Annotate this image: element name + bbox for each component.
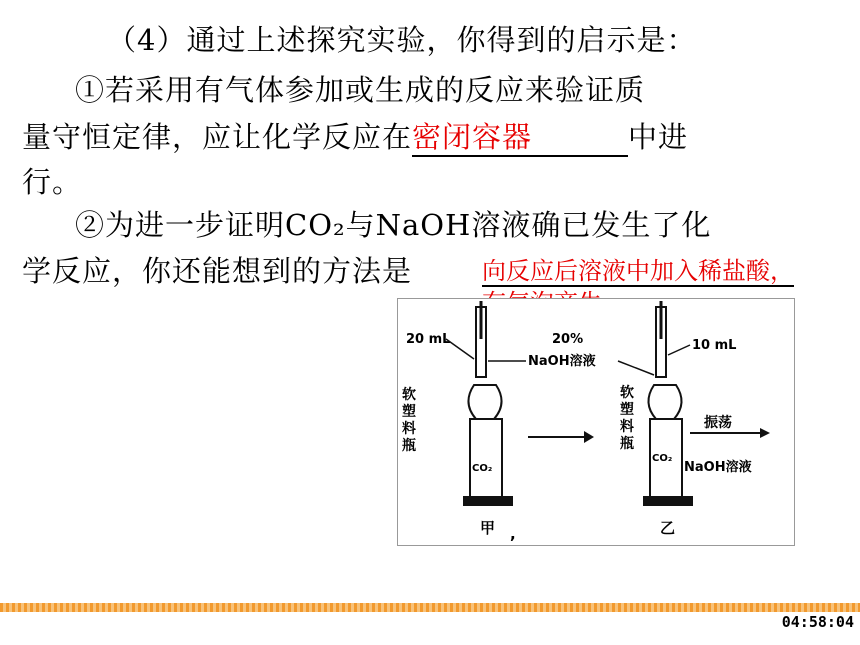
base-right xyxy=(644,497,692,505)
concentration-label: 20% xyxy=(552,332,584,347)
point-1-text: 量守恒定律，应让化学反应在 xyxy=(22,120,413,154)
co2-left: CO₂ xyxy=(472,463,493,474)
caption-jia: 甲 xyxy=(480,519,496,537)
naoh-solution-label: NaOH溶液 xyxy=(684,460,752,475)
apparatus-jia xyxy=(464,301,512,505)
co2-right: CO₂ xyxy=(652,453,673,464)
point-2-line-1: ②为进一步证明CO₂与NaOH溶液确已发生了化 xyxy=(75,208,712,242)
answer-blank-1 xyxy=(412,119,628,157)
answer-1: 密闭容器 xyxy=(412,120,533,154)
process-arrow xyxy=(528,431,594,443)
caption-yi: 乙 xyxy=(660,519,676,537)
bottle-neck-left xyxy=(468,385,501,419)
answer-2-text: 向反应后溶液中加入稀盐酸， xyxy=(482,257,794,285)
volume-left-pointer xyxy=(446,339,474,359)
point-1-text-end: 中进 xyxy=(628,120,689,154)
experiment-figure xyxy=(397,298,795,546)
shake-arrow-head xyxy=(760,428,770,438)
point-1-line-2 xyxy=(22,119,688,157)
clock-time: 04:58:04 xyxy=(781,613,854,631)
footer-divider xyxy=(0,603,860,612)
bottle-body-left xyxy=(470,419,502,497)
bottle-label-right: 软塑料瓶 xyxy=(620,385,634,452)
point-2-line-2: 学反应，你还能想到的方法是 xyxy=(22,254,413,288)
volume-right-pointer xyxy=(668,345,690,355)
bottle-neck-right xyxy=(648,385,681,419)
volume-left: 20 mL xyxy=(406,332,451,347)
bottle-label-left: 软塑料瓶 xyxy=(402,387,416,454)
point-1-line-3: 行。 xyxy=(22,165,83,199)
shake-label: 振荡 xyxy=(704,415,732,431)
naoh-pointer-right xyxy=(618,361,654,375)
question-heading: （4）通过上述探究实验，你得到的启示是： xyxy=(107,23,697,57)
base-left xyxy=(464,497,512,505)
caption-comma: , xyxy=(510,525,516,543)
volume-right: 10 mL xyxy=(692,338,737,353)
naoh-label: NaOH溶液 xyxy=(528,354,596,369)
answer-2-line-1 xyxy=(482,256,794,286)
point-1-line-1: ①若采用有气体参加或生成的反应来验证质 xyxy=(75,73,646,107)
apparatus-diagram xyxy=(398,299,794,545)
